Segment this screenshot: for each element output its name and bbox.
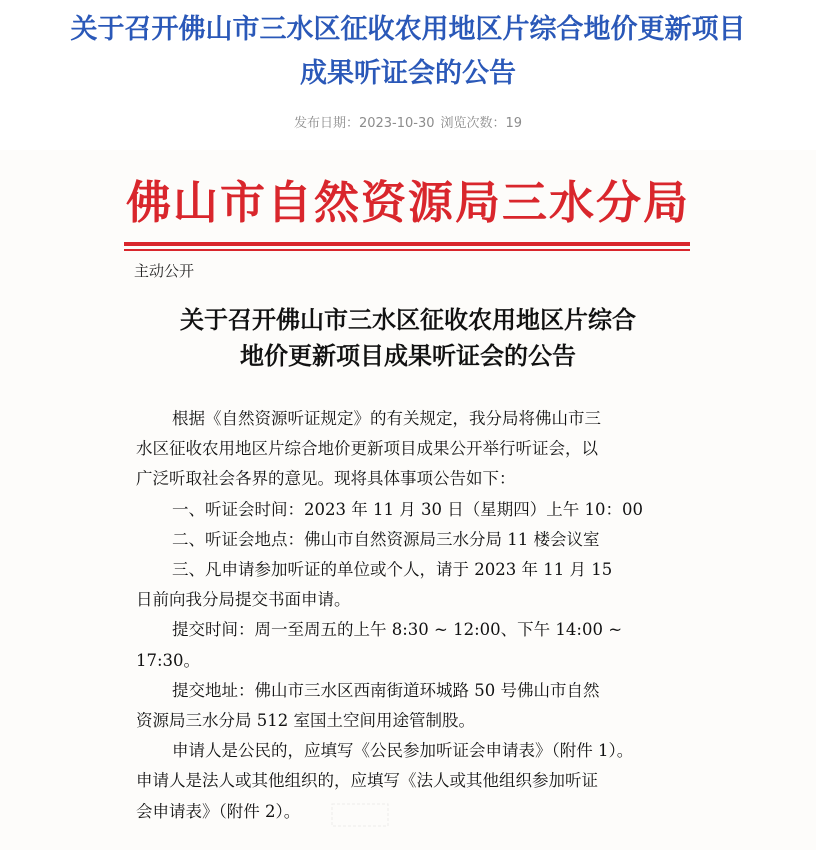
document-body [136,404,696,827]
agency-header: 佛山市自然资源局三水分局 [125,176,690,229]
body-line: 申请人是公民的，应填写《公民参加听证会申请表》（附件 1）。 [172,741,634,761]
body-line: 水区征收农用地区片综合地价更新项目成果公开举行听证会，以 [136,439,598,459]
body-line: 二、听证会地点：佛山市自然资源局三水分局 11 楼会议室 [172,529,600,549]
disclosure-label: 主动公开 [134,262,195,280]
body-line: 提交时间：周一至周五的上午 8:30 ~ 12:00、下午 14:00 ~ [172,620,623,640]
page-title [0,8,816,96]
body-line: 根据《自然资源听证规定》的有关规定，我分局将佛山市三 [172,409,601,428]
publish-meta [0,112,816,131]
body-line: 日前向我分局提交书面申请。 [136,590,351,610]
body-line: 提交地址：佛山市三水区西南街道环城路 50 号佛山市自然 [172,680,600,700]
page-title-line-2: 成果听证会的公告 [300,58,516,89]
faint-stamp-mark [330,800,390,830]
document-title-line-2: 地价更新项目成果听证会的公告 [240,341,576,370]
body-line: 资源局三水分局 512 室国土空间用途管制股。 [136,711,475,731]
red-rule-thick [124,242,690,246]
body-line: 申请人是法人或其他组织的，应填写《法人或其他组织参加听证 [136,771,598,791]
page-title-line-1: 关于召开佛山市三水区征收农用地区片综合地价更新项目 [70,14,746,45]
body-line: 广泛听取社会各界的意见。现将具体事项公告如下： [136,469,516,489]
body-line: 一、听证会时间：2023 年 11 月 30 日（星期四）上午 10：00 [172,499,643,519]
document-image [0,150,816,850]
view-count: 浏览次数：19 [440,116,523,131]
publish-date: 发布日期：2023-10-30 [293,116,435,131]
red-rule-thin [124,249,690,251]
body-line: 三、凡申请参加听证的单位或个人，请于 2023 年 11 月 15 [172,560,613,580]
body-line: 17:30。 [136,650,201,670]
document-title [0,302,816,374]
document-title-line-1: 关于召开佛山市三水区征收农用地区片综合 [180,305,636,334]
body-line: 会申请表》（附件 2）。 [136,801,301,821]
